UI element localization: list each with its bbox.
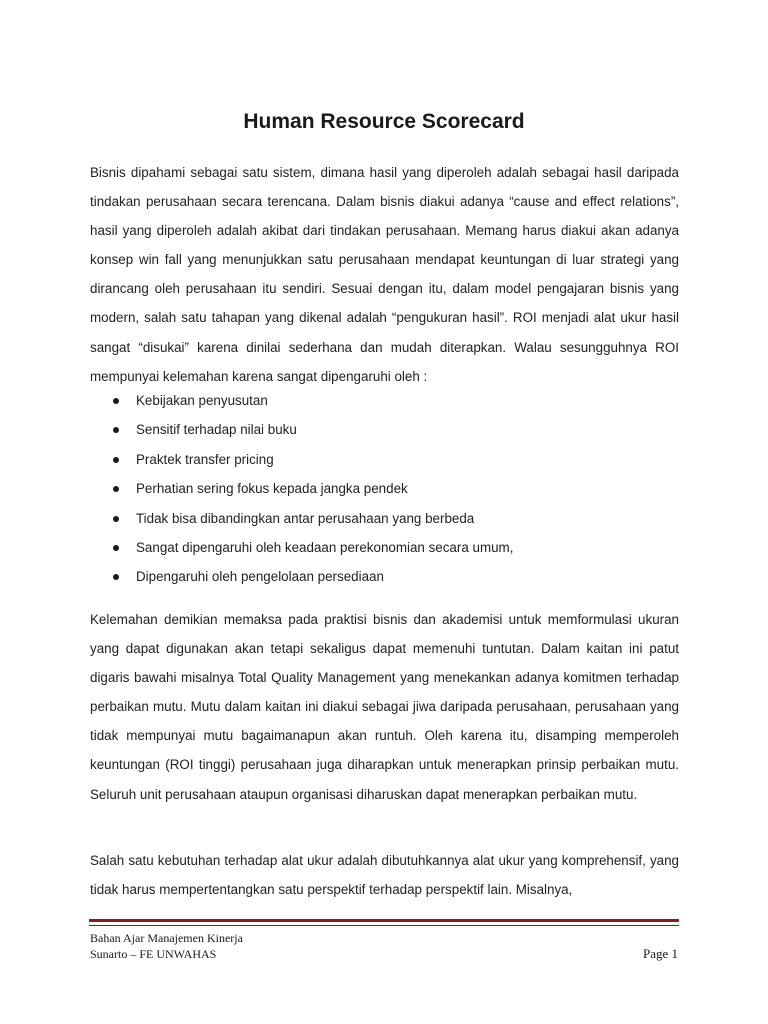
- footer-author: Sunarto – FE UNWAHAS: [90, 947, 217, 961]
- bullet-list: [90, 386, 679, 592]
- footer-rule-thin: [89, 925, 679, 926]
- bullet-icon: [113, 486, 119, 492]
- bullet-item: Sensitif terhadap nilai buku: [90, 415, 679, 444]
- bullet-icon: [113, 457, 119, 463]
- bullet-item: Sangat dipengaruhi oleh keadaan perekonomian secara umum,: [90, 533, 679, 562]
- bullet-icon: [113, 427, 119, 433]
- bullet-item: Dipengaruhi oleh pengelolaan persediaan: [90, 562, 679, 591]
- bullet-item: Kebijakan penyusutan: [90, 386, 679, 415]
- bullet-icon: [113, 574, 119, 580]
- bullet-item: Perhatian sering fokus kepada jangka pendek: [90, 474, 679, 503]
- paragraph-3: Salah satu kebutuhan terhadap alat ukur adalah dibutuhkannya alat ukur yang komprehensif, yang tidak harus mempertentangkan satu perspektif terhadap perspektif lain. Misalnya,: [90, 853, 679, 898]
- footer-course-title: Bahan Ajar Manajemen Kinerja: [90, 931, 243, 945]
- bullet-item: Praktek transfer pricing: [90, 445, 679, 474]
- bullet-item: Tidak bisa dibandingkan antar perusahaan yang berbeda: [90, 504, 679, 533]
- paragraph-1: Bisnis dipahami sebagai satu sistem, dimana hasil yang diperoleh adalah sebagai hasil daripada tindakan perusahaan secara terencana. Dalam bisnis diakui adanya “cause and effect relations”, hasil yang diperoleh adalah akibat dari tindakan perusahaan. Memang harus diakui akan adanya konsep win fall yang menunjukkan satu perusahaan mendapat keuntungan di luar strategi yang dirancang oleh perusahaan itu sendiri. Sesuai dengan itu, dalam model pengajaran bisnis yang modern, salah satu tahapan yang dikenal adalah “pengukuran hasil”. ROI menjadi alat ukur hasil sangat “disukai” karena dinilai sederhana dan mudah diterapkan. Walau sesungguhnya ROI mempunyai kelemahan karena sangat dipengaruhi oleh :: [90, 165, 679, 384]
- page-number: Page 1: [642, 946, 678, 961]
- bullet-icon: [113, 545, 119, 551]
- page-title: Human Resource Scorecard: [243, 110, 525, 133]
- footer-rule-thick: [89, 919, 679, 922]
- bullet-icon: [113, 516, 119, 522]
- paragraph-2: Kelemahan demikian memaksa pada praktisi bisnis dan akademisi untuk memformulasi ukuran yang dapat digunakan akan tetapi sekaligus dapat memenuhi tuntutan. Dalam kaitan ini patut digaris bawahi misalnya Total Quality Management yang menekankan adanya komitmen terhadap perbaikan mutu. Mutu dalam kaitan ini diakui sebagai jiwa daripada perusahaan, perusahaan yang tidak mempunyai mutu bagaimanapun akan runtuh. Oleh karena itu, disamping memperoleh keuntungan (ROI tinggi) perusahaan juga diharapkan untuk menerapkan prinsip perbaikan mutu. Seluruh unit perusahaan ataupun organisasi diharuskan dapat menerapkan perbaikan mutu.: [90, 612, 679, 802]
- bullet-icon: [113, 398, 119, 404]
